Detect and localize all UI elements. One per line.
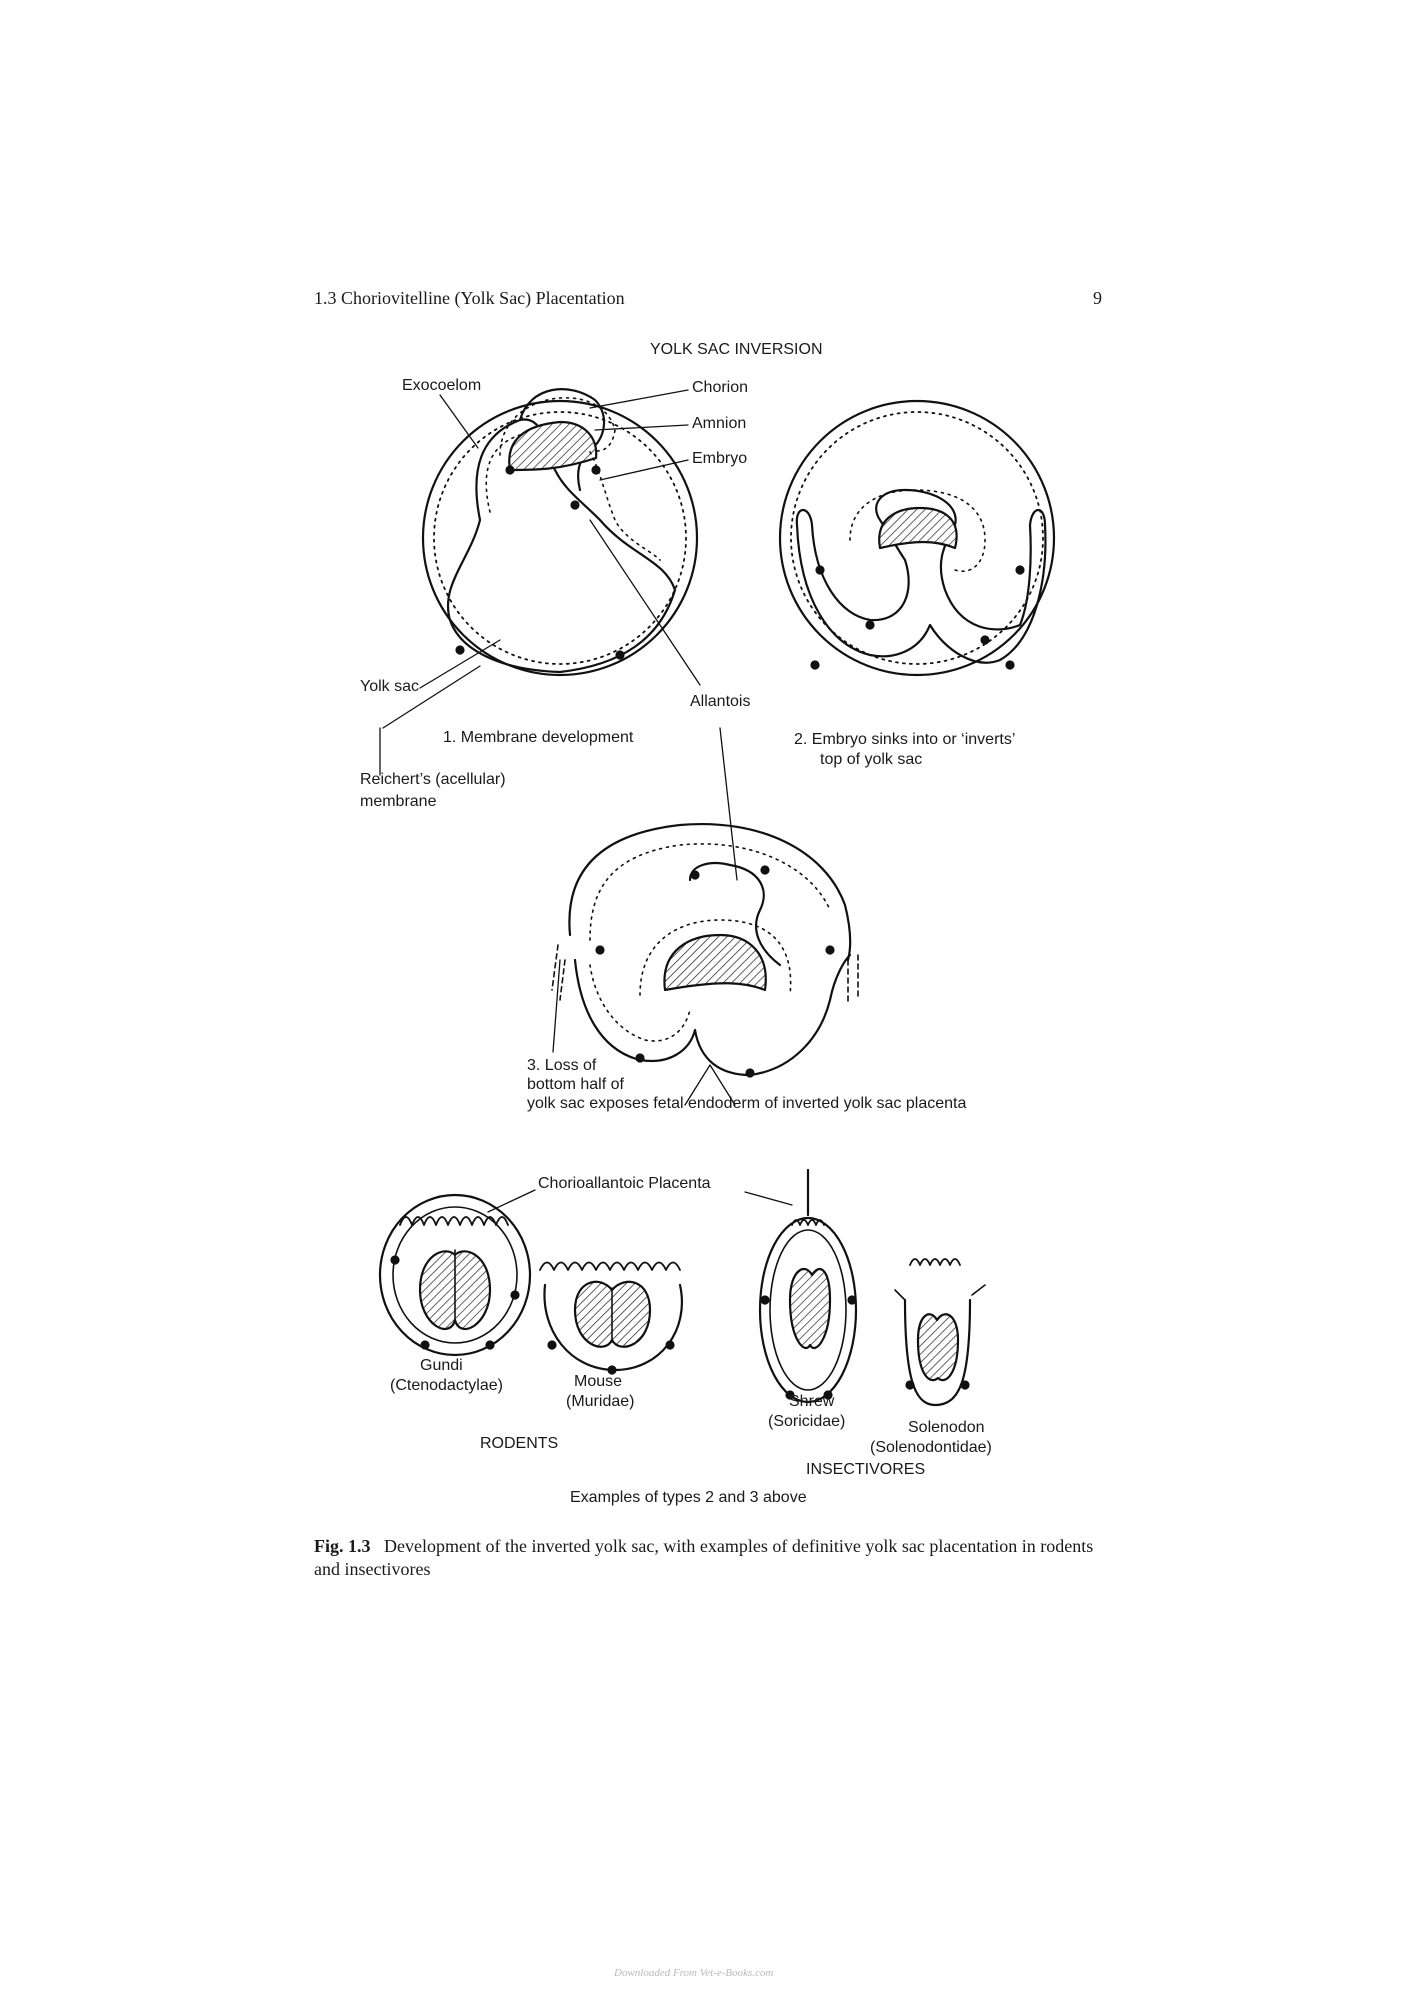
label-step2-line2: top of yolk sac xyxy=(820,751,923,768)
label-step3-line1: 3. Loss of xyxy=(527,1057,597,1074)
label-solenodon-family: (Solenodontidae) xyxy=(870,1439,992,1456)
label-shrew: Shrew xyxy=(789,1393,835,1410)
label-amnion: Amnion xyxy=(692,415,747,432)
diagram-membrane-development xyxy=(423,389,697,675)
diagram-mouse xyxy=(540,1263,682,1374)
diagram-shrew xyxy=(760,1170,856,1402)
diagram-gundi xyxy=(380,1195,530,1355)
label-gundi-family: (Ctenodactylae) xyxy=(390,1377,503,1394)
label-rodents: RODENTS xyxy=(480,1435,559,1452)
caption-label: Fig. 1.3 xyxy=(314,1536,371,1556)
label-step3-line2: bottom half of xyxy=(527,1076,624,1093)
label-reicherts-line2: membrane xyxy=(360,793,437,810)
label-step2-line1: 2. Embryo sinks into or ‘inverts’ xyxy=(794,731,1016,748)
diagram-loss-of-bottom-half xyxy=(552,824,858,1076)
label-gundi: Gundi xyxy=(420,1357,463,1374)
label-solenodon: Solenodon xyxy=(908,1419,985,1436)
diagram-solenodon xyxy=(895,1259,985,1405)
label-mouse: Mouse xyxy=(574,1373,623,1390)
label-yolk-sac: Yolk sac xyxy=(360,678,419,695)
diagram-embryo-inverts xyxy=(780,401,1054,675)
page-number: 9 xyxy=(1093,288,1102,308)
label-insectivores: INSECTIVORES xyxy=(806,1461,926,1478)
running-head: 1.3 Choriovitelline (Yolk Sac) Placentation xyxy=(314,288,625,308)
label-allantois: Allantois xyxy=(690,693,751,710)
label-reicherts-line1: Reichert’s (acellular) xyxy=(360,771,506,788)
label-examples: Examples of types 2 and 3 above xyxy=(570,1489,807,1506)
figure-title: YOLK SAC INVERSION xyxy=(650,341,823,358)
label-chorioallantoic-placenta: Chorioallantoic Placenta xyxy=(538,1175,711,1192)
watermark: Downloaded From Vet-e-Books.com xyxy=(614,1967,774,1979)
label-embryo: Embryo xyxy=(692,450,748,467)
label-step1: 1. Membrane development xyxy=(443,729,634,746)
caption-text: Development of the inverted yolk sac, with examples of definitive yolk sac placentation in rodents and insectivores xyxy=(314,1536,1094,1579)
label-mouse-family: (Muridae) xyxy=(566,1393,635,1410)
label-step3-line3: yolk sac exposes fetal endoderm of inverted yolk sac placenta xyxy=(527,1095,967,1112)
label-shrew-family: (Soricidae) xyxy=(768,1413,846,1430)
figure-caption xyxy=(314,1535,1114,1581)
label-chorion: Chorion xyxy=(692,379,749,396)
label-exocoelom: Exocoelom xyxy=(402,377,482,394)
